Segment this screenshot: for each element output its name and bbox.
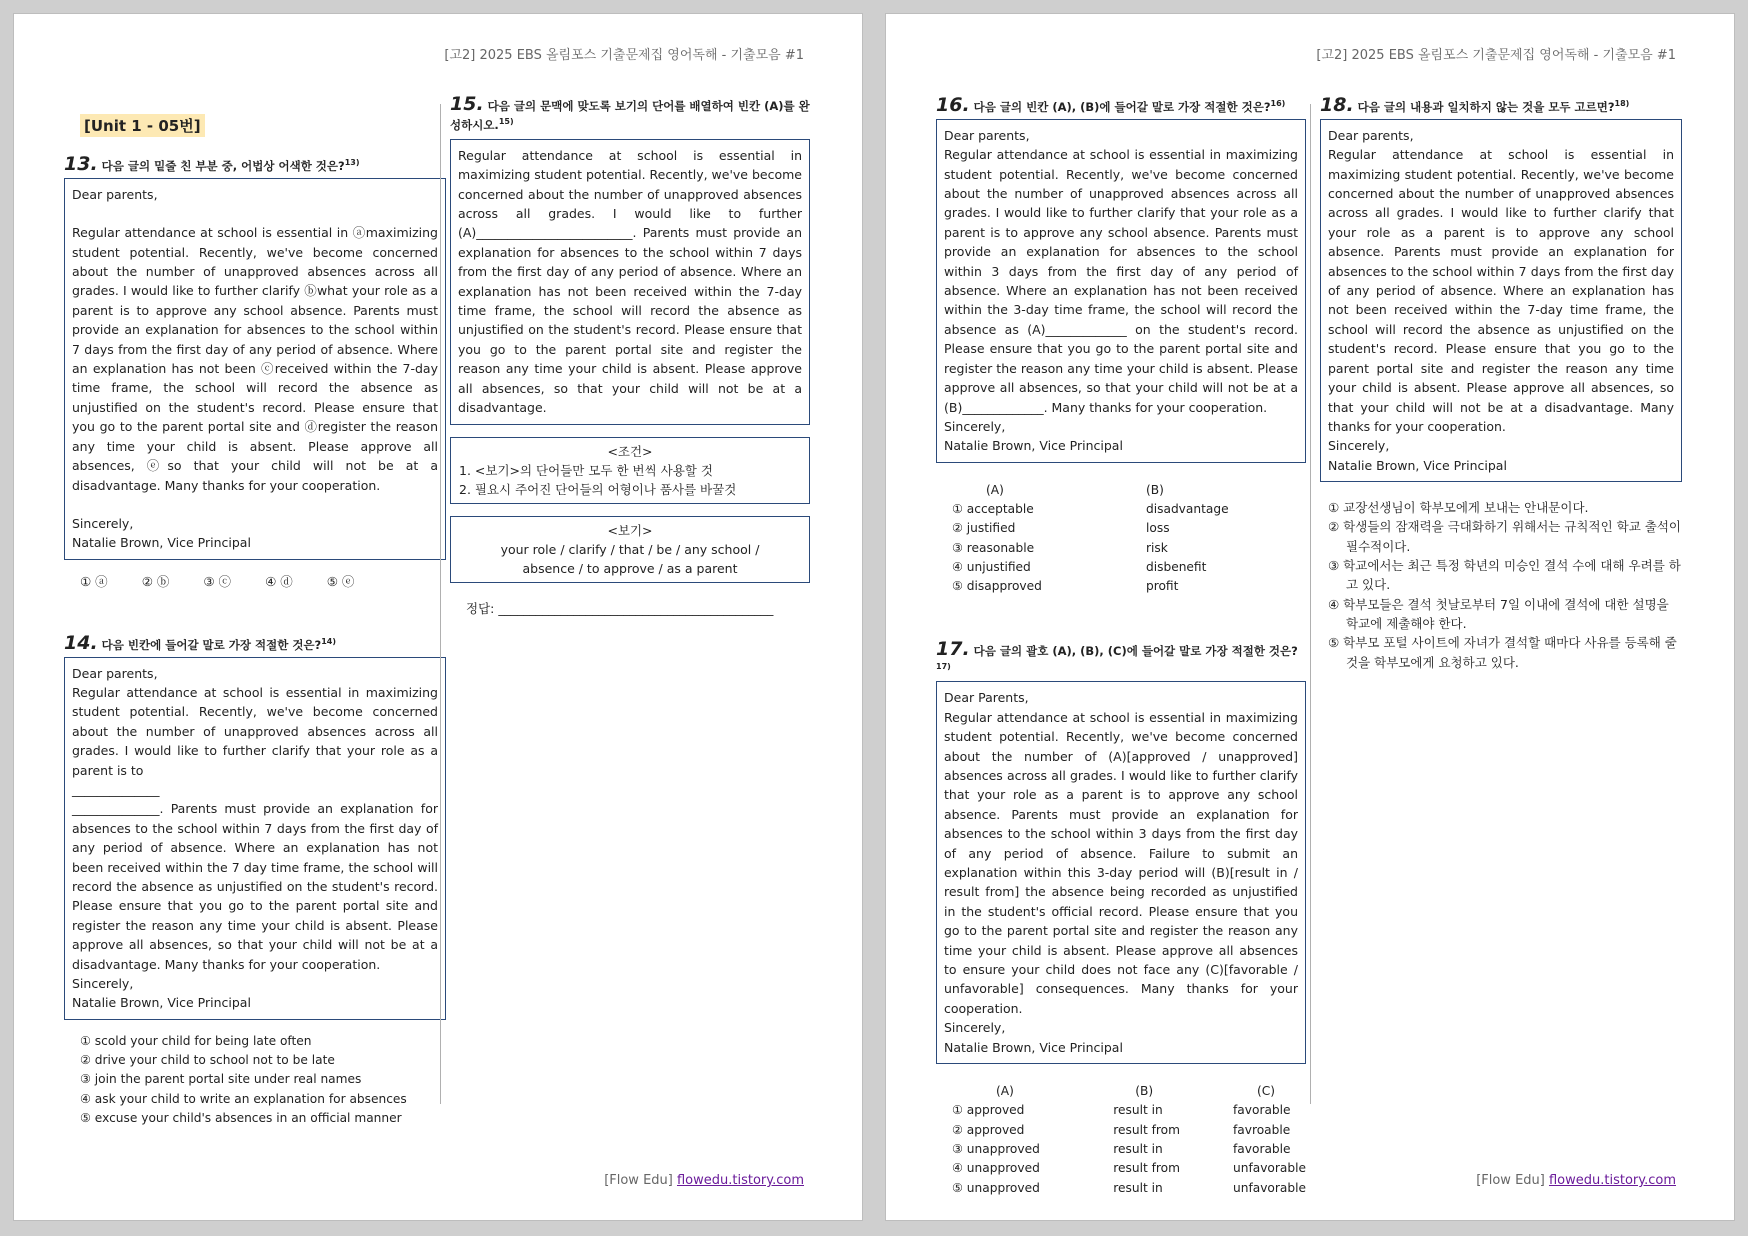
passage-body: Regular attendance at school is essential in maximizing student potential. Recently, we've become concerned about the number of unapproved absences across all grades. I would like to further clarify that your role as a parent is to approve any school absence. Parents must provide an explanation for absences to the school within 7 days from the first day of any period of absence. Where an explanation has not been received within the 7-day time frame, the school will record the absence as unjustified on the student's record. Please ensure that you go to the parent portal site and register the reason any time your child is absent. Please approve all absences, so that your child will not be at a disadvantage. Many thanks for your cooperation.	[1328, 147, 1674, 434]
word-bank-line-2: absence / to approve / as a parent	[522, 560, 738, 576]
choice-row[interactable]: ③ unapproved result in favorable	[952, 1141, 1291, 1156]
page-left	[14, 14, 862, 1220]
choice-row[interactable]: ② justified loss	[952, 521, 1170, 536]
choice-1[interactable]: ① 교장선생님이 학부모에게 보내는 안내문이다.	[1328, 500, 1589, 516]
footer-brand: [Flow Edu]	[604, 1173, 673, 1188]
condition-item-1: 1. <보기>의 단어들만 모두 한 번씩 사용할 것	[459, 462, 713, 478]
column-head-a: (A)	[986, 482, 1004, 497]
question-14-choices	[80, 1032, 446, 1128]
choice-2[interactable]: ② 학생들의 잠재력을 극대화하기 위해서는 규칙적인 학교 출석이 필수적이다.	[1328, 519, 1681, 554]
right-page-column-1	[936, 93, 1306, 1198]
page-right	[886, 14, 1734, 1220]
answer-field[interactable]	[466, 599, 810, 617]
passage-body-1: Regular attendance at school is essential in maximizing student potential. Recently, we've become concerned about the number of unapproved absences across all grades. I would like to further clarify that your role as a parent is to	[72, 684, 438, 778]
passage-body: Regular attendance at school is essential in ⓐmaximizing student potential. Recently, we've become concerned about the number of unapproved absences across all grades. I would like to further clarify ⓑwhat your role as a parent is to approve any school absence. Parents must provide an explanation for absences to the school within 7 days from the first day of any period of absence. Where an explanation has not been ⓒreceived within the 7-day time frame, the school will record the absence as unjustified on the student's record. Please ensure that you go to the parent portal site and ⓓregister the reason any time your child is absent. Please approve all absences, ⓔso that your child will not be at a disadvantage. Many thanks for your cooperation.	[72, 225, 438, 493]
column-divider	[440, 104, 441, 1104]
passage-closing: Sincerely,	[72, 976, 134, 992]
word-bank-line-1: your role / clarify / that / be / any school /	[500, 541, 760, 557]
choice-2[interactable]: ② drive your child to school not to be late	[80, 1053, 335, 1068]
question-18-title: 18. 다음 글의 내용과 일치하지 않는 것을 모두 고르면?$^{18)}$	[1320, 93, 1630, 116]
passage-greeting: Dear parents,	[1328, 127, 1414, 143]
question-16	[936, 93, 1306, 597]
question-13-title: 13. 다음 글의 밑줄 친 부분 중, 어법상 어색한 것은?$^{13)}$	[64, 152, 360, 175]
question-18	[1320, 93, 1682, 672]
footer-link[interactable]: flowedu.tistory.com	[676, 1173, 804, 1188]
question-16-title: 16. 다음 글의 빈칸 (A), (B)에 들어갈 말로 가장 적절한 것은?$^{16)}$	[936, 93, 1286, 116]
passage-body: Regular attendance at school is essential in maximizing student potential. Recently, we've become concerned about the number of (A)[approved / unapproved] absences across all grades. I would like to further clarify that your role as a parent is to approve any school absence. Parents must provide an explanation for absences to the school within 3 days from the first day of any period of absence. Failure to submit an explanation within this 3-day period will (B)[result in / result from] the absence being recorded as unjustified in the student's official record. Please ensure that you go to the parent portal site and register the reason any time your child is absent. Please approve all absences to ensure your child does not face any (C)[favorable / unfavorable] consequences. Many thanks for your cooperation.	[944, 709, 1298, 1016]
column-head-b: (B)	[1135, 1084, 1154, 1099]
passage-body: Regular attendance at school is essential in maximizing student potential. Recently, we've become concerned about the number of unapproved absences across all grades. I would like to further (A)_________________________. Parents must provide an explanation for absences to the school within 7 days from the first day of any period of absence. Where an explanation has not been received within the 7-day time frame, the school will record the absence as unjustified on the student's record. Please ensure that you go to the parent portal site and register the reason any time your child is absent. Please approve all absences, so that your child will not be at a disadvantage.	[458, 147, 802, 416]
choice-3[interactable]: ③ join the parent portal site under real names	[80, 1072, 362, 1087]
passage-closing: Sincerely,	[944, 418, 1006, 434]
choice-1[interactable]: ① scold your child for being late often	[80, 1033, 312, 1048]
choice-1[interactable]: ① ⓐ	[80, 573, 108, 589]
question-13-choices	[80, 572, 446, 590]
question-14-title: 14. 다음 빈칸에 들어갈 말로 가장 적절한 것은?$^{14)}$	[64, 631, 337, 654]
left-page-column-2	[450, 93, 810, 617]
choice-3[interactable]: ③ ⓒ	[203, 573, 232, 589]
left-page-column-1	[64, 94, 446, 1128]
question-17-title: 17. 다음 글의 괄호 (A), (B), (C)에 들어갈 말로 가장 적절한 것은?$^{17)}$	[936, 637, 1298, 671]
question-15-passage	[450, 139, 810, 425]
question-15	[450, 93, 810, 617]
choice-row[interactable]: ① approved result in favorable	[952, 1103, 1291, 1118]
page-header: [고2] 2025 EBS 올림포스 기출문제집 영어독해 - 기출모음 #1	[444, 48, 804, 63]
question-18-passage	[1320, 119, 1682, 482]
question-14-passage	[64, 657, 446, 1020]
passage-body: Regular attendance at school is essential in maximizing student potential. Recently, we've become concerned about the number of unapproved absences across all grades. I would like to further clarify that your role as a parent is to approve any school absence. Parents must provide an explanation for absences to the school within 3 days from the first day of any period of absence. Where an explanation has not been received within the 3-day time frame, the school will record the absence as (A)_____________ on the student's record. Please ensure that you go to the parent portal site and register the reason any time your child is absent. Please approve all absences, so that your child will not be at a (B)_____________. Many thanks for your cooperation.	[944, 147, 1298, 415]
answer-line[interactable]: ____________________________________________	[498, 600, 774, 616]
column-head-a: (A)	[996, 1084, 1014, 1099]
passage-signature: Natalie Brown, Vice Principal	[72, 995, 251, 1011]
choice-row[interactable]: ② approved result from favroable	[952, 1122, 1291, 1137]
passage-closing: Sincerely,	[1328, 438, 1390, 454]
choice-2[interactable]: ② ⓑ	[141, 573, 170, 589]
condition-item-2: 2. 필요시 주어진 단어들의 어형이나 품사를 바꿀것	[459, 481, 737, 497]
choice-4[interactable]: ④ ask your child to write an explanation for absences	[80, 1091, 407, 1106]
choice-5[interactable]: ⑤ excuse your child's absences in an official manner	[80, 1111, 402, 1126]
passage-blank: ______________	[72, 782, 160, 797]
passage-greeting: Dear parents,	[944, 127, 1030, 143]
passage-greeting: Dear parents,	[72, 186, 158, 202]
question-18-choices	[1328, 498, 1682, 672]
column-head-c: (C)	[1257, 1084, 1276, 1099]
choice-row[interactable]: ① acceptable disadvantage	[952, 502, 1229, 517]
question-14	[64, 631, 446, 1129]
passage-signature: Natalie Brown, Vice Principal	[944, 1039, 1123, 1055]
question-13	[64, 152, 446, 590]
conditions-box	[450, 437, 810, 504]
question-16-passage	[936, 119, 1306, 463]
passage-closing: Sincerely,	[944, 1020, 1006, 1036]
question-17	[936, 637, 1306, 1198]
footer-brand: [Flow Edu]	[1476, 1173, 1545, 1188]
passage-body-2: ______________. Parents must provide an explanation for absences to the school within 7 days from the first day of any period of absence. Where an explanation has not been received within the 7 day time frame, the school will record the absence as unjustified on the student's record. Please ensure that you go to the parent portal site and register the reason any time your child is absent. Please approve all absences, so that your child will not be at a disadvantage. Many thanks for your cooperation.	[72, 801, 438, 972]
column-head-b: (B)	[1146, 482, 1164, 497]
choice-4[interactable]: ④ ⓓ	[265, 573, 293, 589]
choice-3[interactable]: ③ 학교에서는 최근 특정 학년의 미승인 결석 수에 대해 우려를 하고 있다.	[1328, 558, 1681, 593]
question-17-choices	[952, 1082, 1306, 1198]
choice-row[interactable]: ④ unapproved result from unfavorable	[952, 1161, 1306, 1176]
choice-5[interactable]: ⑤ ⓔ	[326, 573, 355, 589]
page-header: [고2] 2025 EBS 올림포스 기출문제집 영어독해 - 기출모음 #1	[1316, 48, 1676, 63]
choice-row[interactable]: ⑤ disapproved profit	[952, 579, 1179, 594]
conditions-title: <조건>	[607, 443, 653, 459]
footer-link[interactable]: flowedu.tistory.com	[1548, 1173, 1676, 1188]
passage-signature: Natalie Brown, Vice Principal	[944, 438, 1123, 454]
passage-greeting: Dear Parents,	[944, 690, 1029, 706]
choice-row[interactable]: ⑤ unapproved result in unfavorable	[952, 1180, 1306, 1195]
passage-closing: Sincerely,	[72, 515, 134, 531]
choice-5[interactable]: ⑤ 학부모 포털 사이트에 자녀가 결석할 때마다 사유를 등록해 줄 것을 학부모에게 요청하고 있다.	[1328, 635, 1677, 670]
page-footer	[1476, 1173, 1676, 1188]
question-13-passage	[64, 178, 446, 560]
passage-greeting: Dear parents,	[72, 665, 158, 681]
question-17-passage	[936, 681, 1306, 1064]
choice-row[interactable]: ③ reasonable risk	[952, 540, 1168, 555]
column-divider	[1310, 104, 1311, 1104]
word-bank-title: <보기>	[607, 522, 653, 538]
passage-signature: Natalie Brown, Vice Principal	[72, 535, 251, 551]
answer-label: 정답:	[466, 600, 499, 616]
right-page-column-2	[1320, 93, 1682, 672]
choice-row[interactable]: ④ unjustified disbenefit	[952, 559, 1207, 574]
choice-4[interactable]: ④ 학부모들은 결석 첫날로부터 7일 이내에 결석에 대한 설명을 학교에 제출해야 한다.	[1328, 596, 1669, 631]
question-16-choices	[952, 481, 1229, 597]
question-15-title: 15. 다음 글의 문맥에 맞도록 보기의 단어를 배열하여 빈칸 (A)를 완성하시오.$^{15)}$	[450, 93, 810, 132]
unit-label: [Unit 1 - 05번]	[80, 114, 205, 137]
page-footer	[604, 1173, 804, 1188]
word-bank-box	[450, 516, 810, 583]
passage-signature: Natalie Brown, Vice Principal	[1328, 457, 1507, 473]
